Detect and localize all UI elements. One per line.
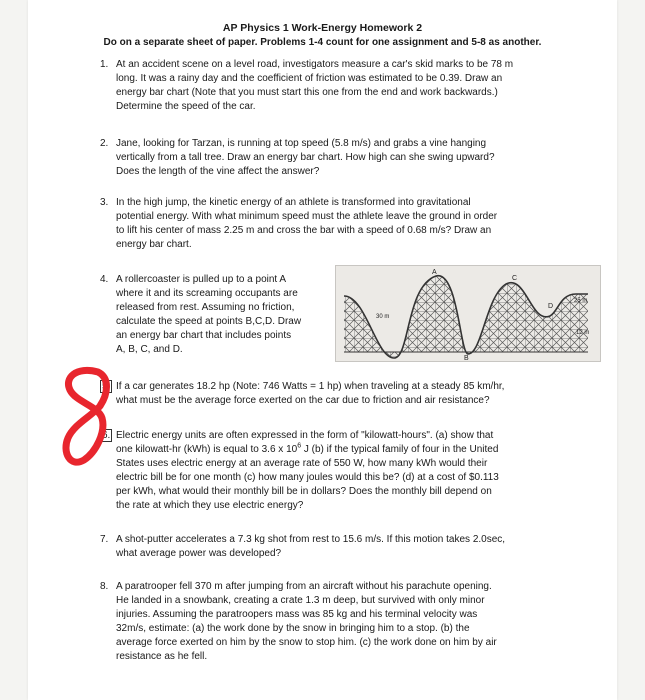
question-line: A, B, C, and D. <box>116 344 183 355</box>
question-number: 2. <box>100 138 109 149</box>
question-line: At an accident scene on a level road, investigators measure a car's skid marks to be 78 m <box>116 59 514 70</box>
question-line: energy bar chart (Note that you must start this one from the end and work backwards.) <box>116 87 498 98</box>
question-line: average force exerted on him by the snow to stop him. (c) the work done on him by air <box>116 637 497 648</box>
question-line: potential energy. With what minimum speed must the athlete leave the ground in order <box>116 211 498 222</box>
question-line: Electric energy units are often expressed in the form of "kilowatt-hours". (a) show that <box>116 430 494 441</box>
question-number: 4. <box>100 274 109 285</box>
question-line: If a car generates 18.2 hp (Note: 746 Watts = 1 hp) when traveling at a steady 85 km/hr, <box>116 381 505 392</box>
point-c-label: C <box>512 275 518 282</box>
question-line: to lift his center of mass 2.25 m and cross the bar with a speed of 0.68 m/s? Draw an <box>116 225 492 236</box>
point-a-label: A <box>432 269 437 276</box>
question-6 <box>100 429 600 519</box>
handwritten-eight-annotation <box>58 364 122 474</box>
question-line: Determine the speed of the car. <box>116 101 256 112</box>
question-3 <box>100 196 600 256</box>
page-subtitle: Do on a separate sheet of paper. Problems 1-4 count for one assignment and 5-8 as another. <box>103 37 542 48</box>
point-d-label: D <box>548 303 554 310</box>
rollercoaster-figure <box>336 266 600 361</box>
height-25m-label: 25 m <box>574 298 588 304</box>
question-line: released from rest. Assuming no friction, <box>116 302 295 313</box>
question-line: electric bill be for one month (c) how many joules would this be? (d) at a cost of $0.113 <box>116 472 499 483</box>
question-number: 8. <box>100 581 109 592</box>
page-title: AP Physics 1 Work-Energy Homework 2 <box>222 22 423 34</box>
question-line: A rollercoaster is pulled up to a point A <box>116 274 287 285</box>
question-line: calculate the speed at points B,C,D. Draw <box>116 316 302 327</box>
question-line: Does the length of the vine affect the answer? <box>116 166 320 177</box>
question-8 <box>100 580 600 670</box>
question-line: one kilowatt-hr (kWh) is equal to 3.6 x $10^6$ J (b) if the typical family of four in the United <box>116 442 499 455</box>
question-line: He landed in a snowbank, creating a crate 1.3 m deep, but survived with only minor <box>116 595 485 606</box>
question-2 <box>100 137 600 182</box>
homework-sheet <box>28 0 617 700</box>
question-line: what must be the average force exerted on the car due to friction and air resistance? <box>116 395 490 406</box>
question-line: injuries. Assuming the paratroopers mass was 85 kg and his terminal velocity was <box>116 609 478 620</box>
question-line: resistance as he fell. <box>116 651 208 662</box>
question-line: what average power was developed? <box>116 548 282 559</box>
question-5 <box>100 380 600 410</box>
question-line: the rate at which they use electric energy? <box>116 500 304 511</box>
question-line: an energy bar chart that includes points <box>116 330 292 341</box>
question-line: States uses electric energy at an average rate of 550 W, how many kWh would their <box>116 458 488 469</box>
question-7 <box>100 533 600 563</box>
question-number: 7. <box>100 534 109 545</box>
question-line: long. It was a rainy day and the coefficient of friction was estimated to be 0.39. Draw an <box>116 73 503 84</box>
question-number: 3. <box>100 197 109 208</box>
rollercoaster-diagram <box>335 265 601 362</box>
height-30m-label: 30 m <box>376 314 390 320</box>
question-line: A shot-putter accelerates a 7.3 kg shot from rest to 15.6 m/s. If this motion takes 2.0sec, <box>116 534 506 545</box>
question-line: In the high jump, the kinetic energy of an athlete is transformed into gravitational <box>116 197 471 208</box>
question-line: per kWh, what would their monthly bill be in dollars? Does the monthly bill depend on <box>116 486 492 497</box>
question-line: where it and its screaming occupants are <box>116 288 298 299</box>
question-line: vertically from a tall tree. Draw an energy bar chart. How high can she swing upward? <box>116 152 495 163</box>
question-1 <box>100 58 600 118</box>
question-line: energy bar chart. <box>116 239 192 250</box>
point-b-label: B <box>464 355 469 361</box>
boxed-number: 6. <box>102 430 111 441</box>
question-line: Jane, looking for Tarzan, is running at top speed (5.8 m/s) and grabs a vine hanging <box>116 138 487 149</box>
boxed-number: 5. <box>102 381 111 392</box>
height-12m-label: 12 m <box>576 330 590 336</box>
question-line: 32m/s, estimate: (a) the work done by the snow in bringing him to a stop. (b) the <box>116 623 470 634</box>
exponent: 6 <box>297 442 302 450</box>
question-4 <box>100 273 330 361</box>
question-line: A paratrooper fell 370 m after jumping from an aircraft without his parachute opening. <box>116 581 492 592</box>
question-number: 1. <box>100 59 109 70</box>
